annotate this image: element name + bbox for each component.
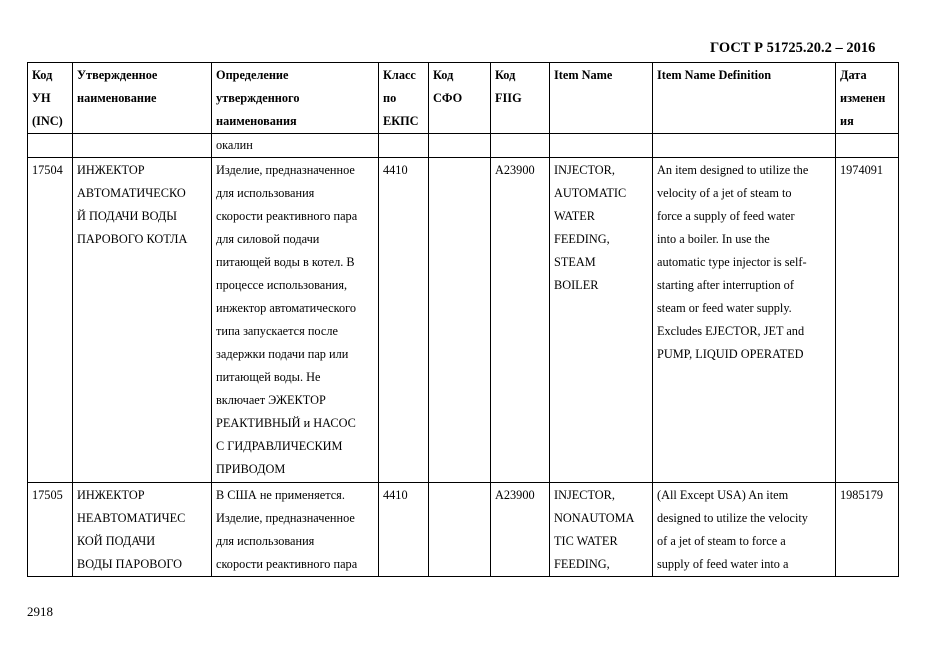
cell-change-date <box>836 134 899 158</box>
cell-inc: 17505 <box>28 483 73 577</box>
cell-ekps-class: 4410 <box>379 158 429 483</box>
column-header-item-name: Item Name <box>550 63 653 134</box>
cell-item-name: INJECTOR, AUTOMATIC WATER FEEDING, STEAM BOILER <box>550 158 653 483</box>
cell-sfo-code <box>429 483 491 577</box>
cell-approved-name: ИНЖЕКТОР АВТОМАТИЧЕСКО Й ПОДАЧИ ВОДЫ ПАРОВОГО КОТЛА <box>73 158 212 483</box>
column-header-definition: Определение утвержденного наименования <box>212 63 379 134</box>
cell-fiig-code: A23900 <box>491 483 550 577</box>
cell-item-name: INJECTOR, NONAUTOMA TIC WATER FEEDING, <box>550 483 653 577</box>
column-header-change-date: Дата изменен ия <box>836 63 899 134</box>
cell-definition: Изделие, предназначенное для использования скорости реактивного пара для силовой подачи питающей воды в котел. В процессе использования, инжектор автоматического типа запускается после задержки подачи пар или питающей воды. Не включает ЭЖЕКТОР РЕАКТИВНЫЙ и НАСОС С ГИДРАВЛИЧЕСКИМ ПРИВОДОМ <box>212 158 379 483</box>
column-header-item-name-definition: Item Name Definition <box>653 63 836 134</box>
table-row <box>28 158 899 483</box>
cell-fiig-code: A23900 <box>491 158 550 483</box>
column-header-inc: Код УН (INC) <box>28 63 73 134</box>
cell-item-name-definition: An item designed to utilize the velocity of a jet of steam to force a supply of feed water into a boiler. In use the automatic type injector is self- starting after interruption of steam or feed water supply. Excludes EJECTOR, JET and PUMP, LIQUID OPERATED <box>653 158 836 483</box>
cell-sfo-code <box>429 158 491 483</box>
page-number: 2918 <box>27 604 53 619</box>
cell-change-date: 1974091 <box>836 158 899 483</box>
cell-inc <box>28 134 73 158</box>
column-header-approved-name: Утвержденное наименование <box>73 63 212 134</box>
cell-fiig-code <box>491 134 550 158</box>
catalog-table <box>27 62 899 577</box>
column-header-sfo-code: Код СФО <box>429 63 491 134</box>
table-row <box>28 483 899 577</box>
cell-sfo-code <box>429 134 491 158</box>
cell-change-date: 1985179 <box>836 483 899 577</box>
table-row-continuation <box>28 134 899 158</box>
cell-approved-name: ИНЖЕКТОР НЕАВТОМАТИЧЕС КОЙ ПОДАЧИ ВОДЫ ПАРОВОГО <box>73 483 212 577</box>
table-header-row <box>28 63 899 134</box>
column-header-ekps-class: Класс по ЕКПС <box>379 63 429 134</box>
column-header-fiig-code: Код FIIG <box>491 63 550 134</box>
cell-approved-name <box>73 134 212 158</box>
cell-definition: окалин <box>212 134 379 158</box>
cell-item-name-definition <box>653 134 836 158</box>
document-standard-header: ГОСТ Р 51725.20.2 – 2016 <box>710 40 876 56</box>
cell-ekps-class <box>379 134 429 158</box>
cell-item-name-definition: (All Except USA) An item designed to utilize the velocity of a jet of steam to force a supply of feed water into a <box>653 483 836 577</box>
cell-definition: В США не применяется. Изделие, предназначенное для использования скорости реактивного пара <box>212 483 379 577</box>
cell-ekps-class: 4410 <box>379 483 429 577</box>
cell-inc: 17504 <box>28 158 73 483</box>
cell-item-name <box>550 134 653 158</box>
